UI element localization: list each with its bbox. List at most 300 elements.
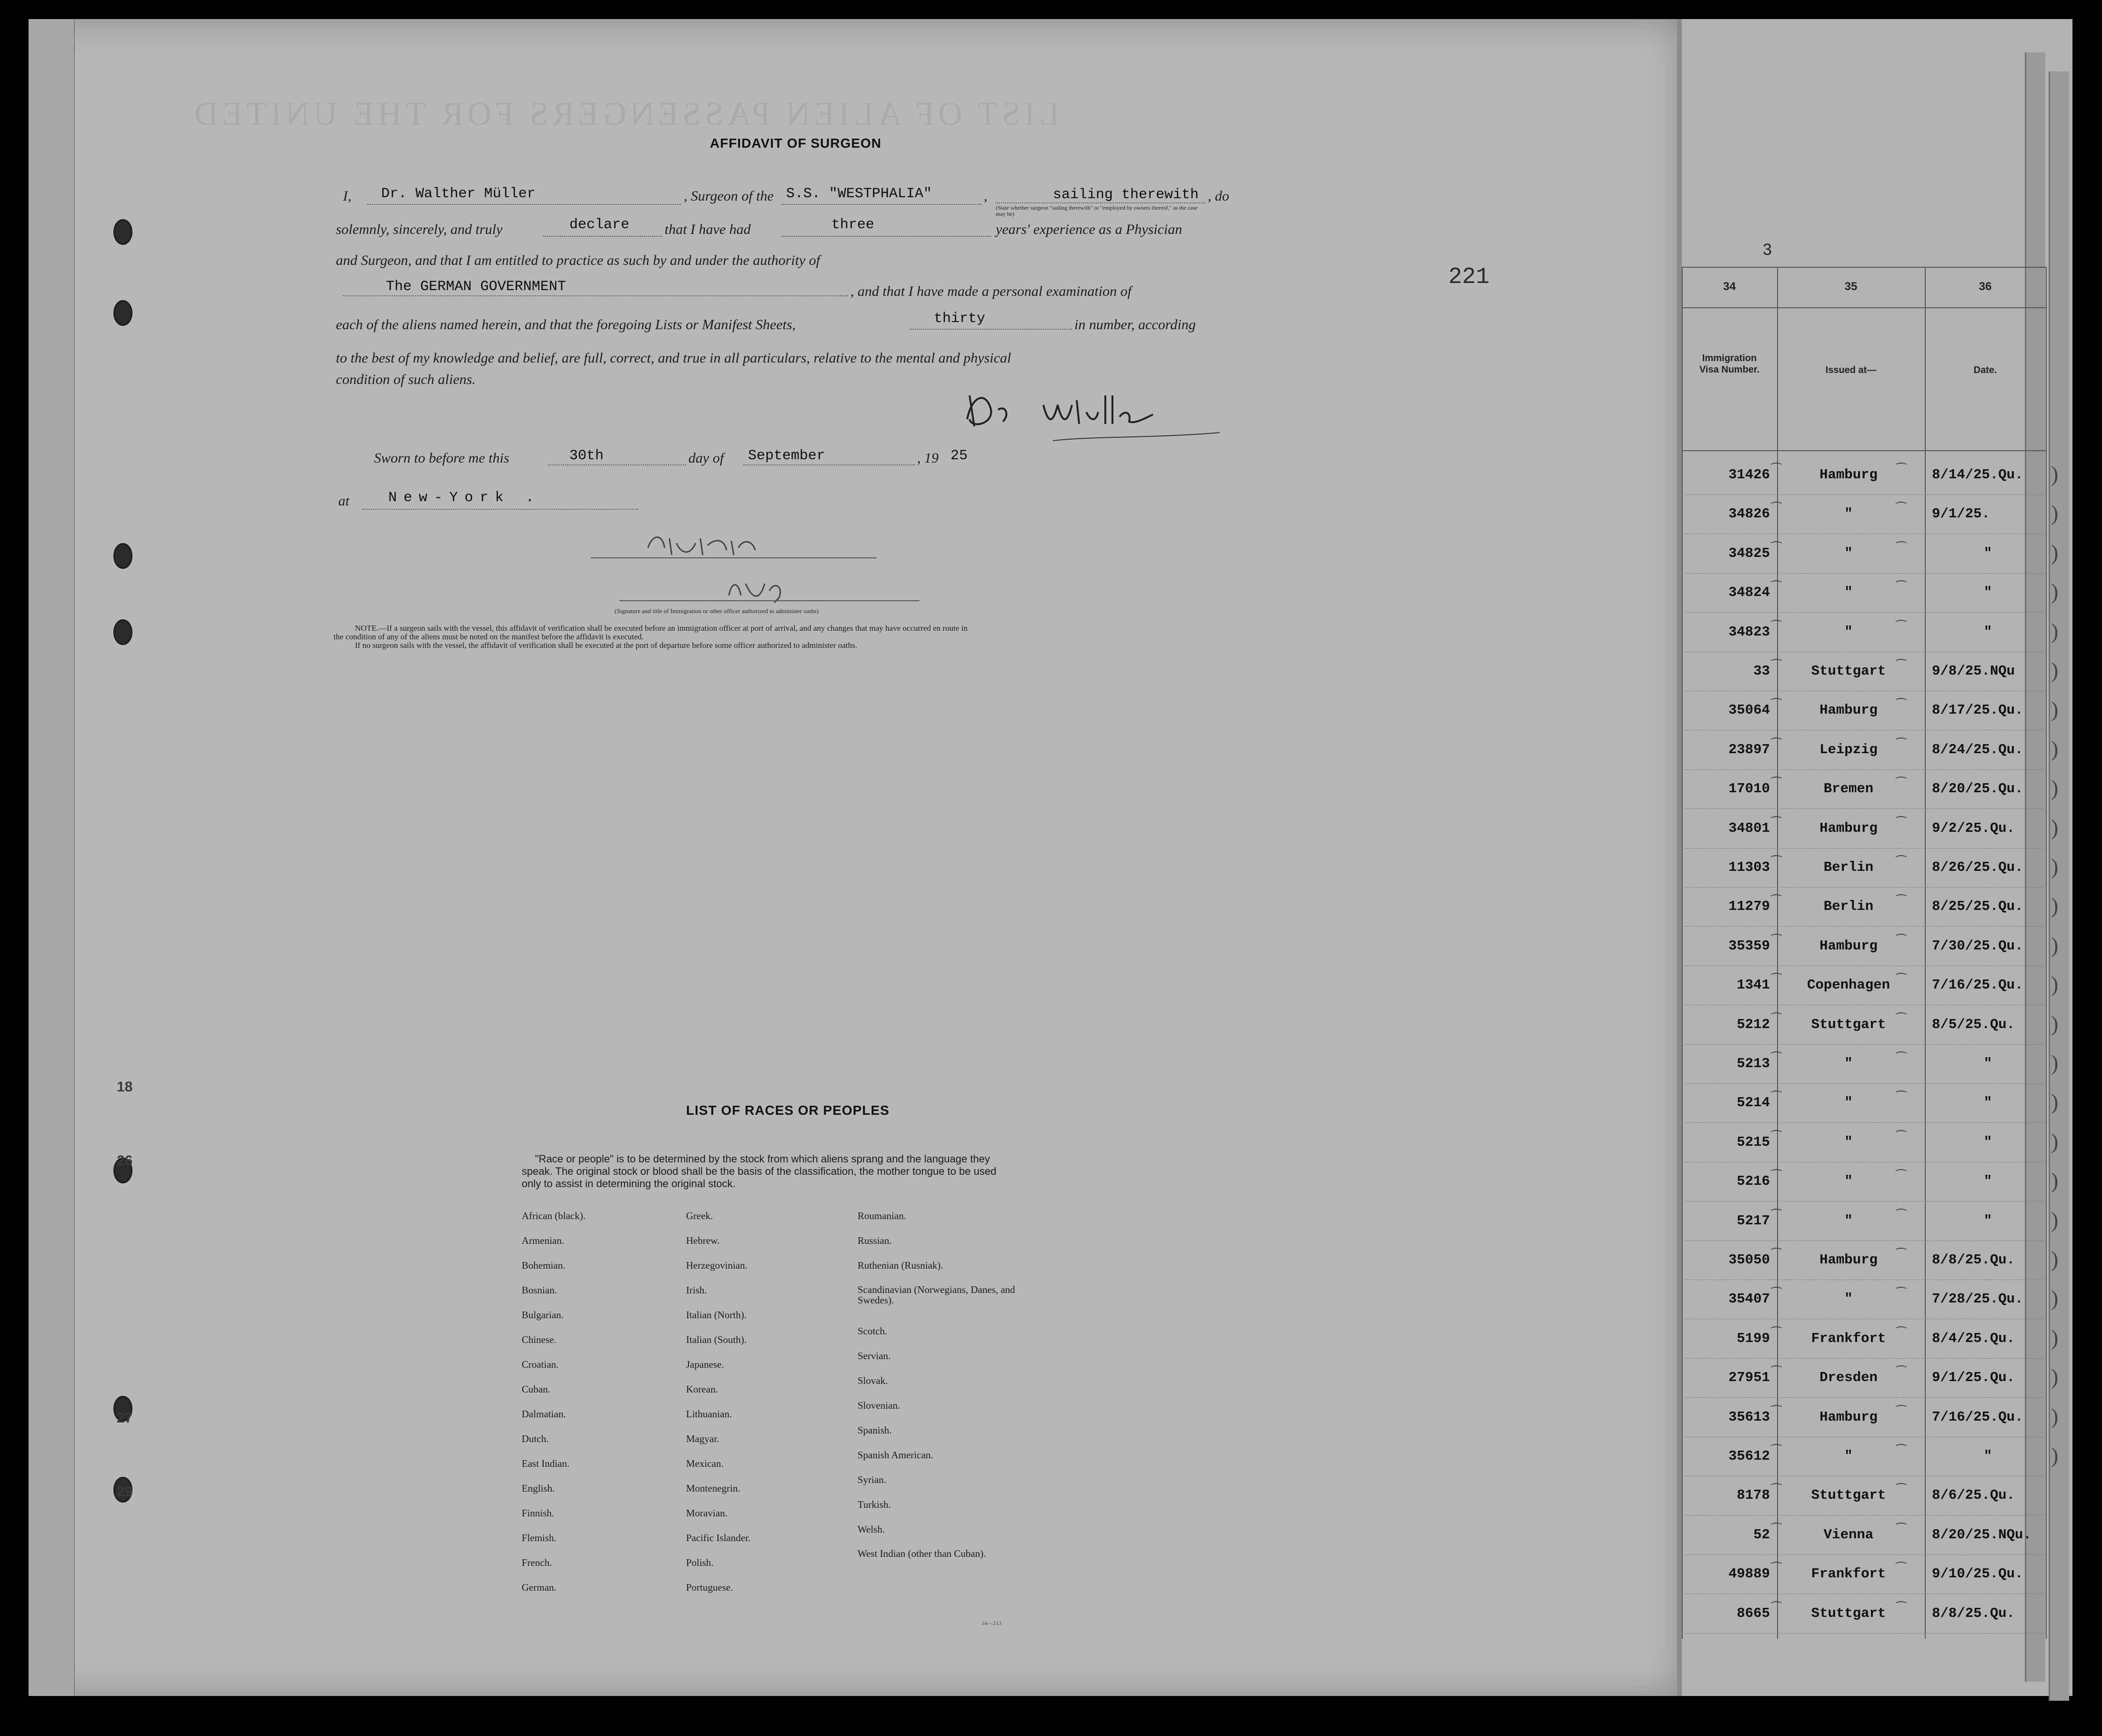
margin-bracket: ) — [2051, 1207, 2059, 1232]
race-item: African (black). — [522, 1210, 586, 1221]
row-divider — [1682, 1083, 2047, 1084]
check-mark: ⁀ — [1896, 816, 1906, 830]
table-number-rule — [1682, 307, 2047, 308]
visa-number-cell: 5212 — [1737, 1016, 1770, 1032]
sworn-month: September — [748, 448, 826, 464]
issued-at-cell: " — [1844, 506, 1853, 522]
race-item: Bosnian. — [522, 1284, 557, 1296]
issued-at-cell: " — [1844, 1291, 1853, 1307]
visa-number-cell: 5215 — [1737, 1134, 1770, 1150]
check-mark: ⁀ — [1896, 1366, 1906, 1380]
margin-bracket: ) — [2051, 1050, 2059, 1075]
bleed-through-text: LIST OF ALIEN PASSENGERS FOR THE UNITED — [191, 96, 1060, 132]
check-mark: ⁀ — [1896, 1091, 1906, 1105]
officer-title-line — [619, 600, 920, 601]
surgeon-status: sailing therewith — [1053, 187, 1199, 203]
margin-bracket: ) — [2051, 854, 2059, 878]
years-experience-line — [781, 236, 991, 237]
issued-at-cell: Bremen — [1823, 781, 1874, 797]
visa-number-cell: 35050 — [1728, 1252, 1770, 1268]
check-mark: ⁀ — [1771, 1562, 1781, 1576]
sworn-prefix: Sworn to before me this — [374, 450, 509, 466]
check-mark: ⁀ — [1771, 934, 1781, 948]
race-item: Slovenian. — [858, 1400, 900, 1411]
date-cell: 8/17/25.Qu. — [1932, 702, 2023, 718]
margin-number: 27 — [117, 1410, 133, 1426]
page-number: 221 — [1448, 264, 1490, 290]
race-item: Dutch. — [522, 1433, 549, 1444]
visa-number-cell: 17010 — [1728, 781, 1770, 797]
race-item: Chinese. — [522, 1334, 556, 1345]
visa-number-cell: 31426 — [1728, 467, 1770, 483]
check-mark: ⁀ — [1896, 620, 1906, 634]
visa-number-cell: 34824 — [1728, 585, 1770, 601]
margin-bracket: ) — [2051, 1364, 2059, 1389]
date-cell: " — [1983, 624, 1992, 640]
date-cell: " — [1983, 1173, 1992, 1190]
row-divider — [1682, 1044, 2047, 1045]
check-mark: ⁀ — [1771, 1444, 1781, 1458]
date-cell: 7/30/25.Qu. — [1932, 938, 2023, 954]
affidavit-line1-mid: , Surgeon of the — [684, 188, 774, 204]
check-mark: ⁀ — [1771, 1484, 1781, 1498]
race-item: Roumanian. — [858, 1210, 907, 1221]
visa-number-cell: 35613 — [1728, 1409, 1770, 1425]
issued-at-cell: Stuttgart — [1811, 663, 1886, 679]
row-divider — [1682, 926, 2047, 927]
issued-at-cell: Stuttgart — [1811, 1605, 1886, 1621]
issued-at-cell: Berlin — [1823, 859, 1874, 875]
check-mark: ⁀ — [1896, 1444, 1906, 1458]
race-item: Slovak. — [858, 1375, 888, 1386]
table-header-rule — [1682, 450, 2047, 451]
check-mark: ⁀ — [1771, 620, 1781, 634]
sworn-day-line — [548, 464, 686, 465]
races-column-3 — [858, 1210, 1020, 1573]
at-place: New-York . — [388, 490, 541, 506]
race-item: Scandinavian (Norwegians, Danes, and Swedes). — [858, 1284, 1015, 1306]
race-item: Spanish American. — [858, 1449, 933, 1461]
affidavit-line2-prefix: solemnly, sincerely, and truly — [336, 222, 503, 237]
issued-at-cell: " — [1844, 545, 1853, 561]
race-item: Montenegrin. — [686, 1483, 740, 1494]
surgeon-name: Dr. Walther Müller — [381, 186, 536, 202]
date-cell: 7/28/25.Qu. — [1932, 1291, 2023, 1307]
margin-bracket: ) — [2051, 1011, 2059, 1036]
binding-edge — [29, 19, 75, 1696]
check-mark: ⁀ — [1771, 1170, 1781, 1184]
visa-number-cell: 8665 — [1737, 1605, 1770, 1621]
check-mark: ⁀ — [1896, 502, 1906, 516]
issued-at-cell: Hamburg — [1819, 938, 1878, 954]
race-item: Korean. — [686, 1383, 718, 1395]
visa-number-cell: 5213 — [1737, 1056, 1770, 1071]
margin-bracket: ) — [2051, 972, 2059, 997]
margin-bracket: ) — [2051, 1090, 2059, 1114]
margin-bracket: ) — [2051, 1286, 2059, 1311]
check-mark: ⁀ — [1896, 1287, 1906, 1302]
check-mark: ⁀ — [1771, 1601, 1781, 1615]
sworn-month-line — [743, 464, 915, 465]
race-item: Bulgarian. — [522, 1309, 564, 1321]
punch-hole — [113, 619, 132, 645]
check-mark: ⁀ — [1896, 698, 1906, 713]
check-mark: ⁀ — [1896, 1562, 1906, 1576]
margin-bracket: ) — [2051, 893, 2059, 918]
check-mark: ⁀ — [1771, 856, 1781, 869]
row-divider — [1682, 808, 2047, 809]
race-item: Japanese. — [686, 1359, 724, 1370]
note-line: NOTE.—If a surgeon sails with the vessel, this affidavit of verification shall be executed before an immigration officer at port of arrival, and any changes that may have occurred en route in — [355, 624, 968, 633]
visa-number-cell: 35359 — [1728, 938, 1770, 954]
margin-bracket: ) — [2051, 1129, 2059, 1153]
race-item: English. — [522, 1483, 555, 1494]
margin-bracket: ) — [2051, 697, 2059, 722]
date-cell: 8/6/25.Qu. — [1932, 1487, 2015, 1504]
check-mark: ⁀ — [1896, 1405, 1906, 1419]
check-mark: ⁀ — [1896, 1170, 1906, 1184]
date-cell: 8/5/25.Qu. — [1932, 1016, 2015, 1032]
issued-at-cell: " — [1844, 1056, 1853, 1071]
check-mark: ⁀ — [1896, 1484, 1906, 1498]
race-item: Irish. — [686, 1284, 707, 1296]
note-line: the condition of any of the aliens must be noted on the manifest before the affidavit is executed. — [333, 632, 644, 641]
check-mark: ⁀ — [1896, 463, 1906, 477]
date-cell: 8/26/25.Qu. — [1932, 859, 2023, 875]
races-column-1 — [522, 1210, 586, 1606]
visa-number-cell: 34825 — [1728, 545, 1770, 561]
race-item: Scotch. — [858, 1325, 888, 1337]
margin-bracket: ) — [2051, 501, 2059, 525]
race-item: Flemish. — [522, 1532, 556, 1544]
check-mark: ⁀ — [1771, 1523, 1781, 1537]
check-mark: ⁀ — [1771, 659, 1781, 673]
race-item: West Indian (other than Cuban). — [858, 1548, 986, 1559]
visa-number-cell: 5216 — [1737, 1173, 1770, 1190]
check-mark: ⁀ — [1896, 856, 1906, 869]
issued-at-cell: Frankfort — [1811, 1330, 1886, 1346]
race-item: Pacific Islander. — [686, 1532, 751, 1544]
race-item: Syrian. — [858, 1474, 887, 1485]
check-mark: ⁀ — [1771, 541, 1781, 555]
check-mark: ⁀ — [1771, 777, 1781, 791]
margin-number: 29 — [117, 1484, 133, 1500]
check-mark: ⁀ — [1771, 1287, 1781, 1302]
check-mark: ⁀ — [1771, 463, 1781, 477]
date-cell: " — [1983, 585, 1992, 601]
date-cell: " — [1983, 545, 1992, 561]
issued-at-cell: " — [1844, 1173, 1853, 1190]
visa-number-cell: 11279 — [1728, 898, 1770, 915]
declaration-verb: declare — [569, 217, 630, 233]
visa-number-cell: 34823 — [1728, 624, 1770, 640]
margin-bracket: ) — [2051, 1168, 2059, 1193]
affidavit-note — [333, 624, 968, 650]
margin-bracket: ) — [2051, 932, 2059, 957]
race-item: Herzegovinian. — [686, 1260, 748, 1271]
manifest-page — [29, 19, 1682, 1696]
issued-at-cell: " — [1844, 624, 1853, 640]
date-cell: 8/25/25.Qu. — [1932, 898, 2023, 915]
surgeon-signature — [953, 376, 1239, 448]
date-cell: 9/8/25.NQu — [1932, 663, 2015, 679]
header-date: Date. — [1973, 365, 1997, 375]
visa-number-cell: 34826 — [1728, 506, 1770, 522]
visa-number-cell: 1341 — [1737, 977, 1770, 993]
visa-number-cell: 52 — [1753, 1526, 1770, 1543]
check-mark: ⁀ — [1771, 1091, 1781, 1105]
issued-at-cell: Berlin — [1823, 898, 1874, 915]
visa-number-cell: 5199 — [1737, 1330, 1770, 1346]
race-item: Croatian. — [522, 1359, 559, 1370]
visa-number-cell: 33 — [1753, 663, 1770, 679]
officer-signature-line — [591, 557, 877, 558]
col-number-34: 34 — [1723, 280, 1736, 293]
issued-at-cell: Copenhagen — [1807, 977, 1890, 993]
race-item: Portuguese. — [686, 1582, 733, 1593]
race-item: Dalmatian. — [522, 1408, 566, 1420]
punch-hole — [113, 300, 132, 326]
affidavit-line1-prefix: I, — [343, 188, 352, 204]
margin-bracket: ) — [2051, 1403, 2059, 1428]
check-mark: ⁀ — [1896, 934, 1906, 948]
affidavit-line5-prefix: each of the aliens named herein, and that the foregoing Lists or Manifest Sheets, — [336, 317, 796, 333]
issued-at-cell: Stuttgart — [1811, 1487, 1886, 1504]
race-item: Polish. — [686, 1557, 714, 1568]
years-experience: three — [831, 217, 875, 233]
issued-at-cell: " — [1844, 1448, 1853, 1464]
race-item: Moravian. — [686, 1507, 728, 1519]
check-mark: ⁀ — [1771, 1052, 1781, 1066]
race-item: Magyar. — [686, 1433, 719, 1444]
date-cell: 8/4/25.Qu. — [1932, 1330, 2015, 1346]
issued-at-cell: " — [1844, 1134, 1853, 1150]
check-mark: ⁀ — [1771, 1326, 1781, 1341]
vessel-name-line — [781, 204, 981, 205]
race-item: Hebrew. — [686, 1235, 720, 1246]
check-mark: ⁀ — [1771, 1130, 1781, 1144]
table-top-rule — [1682, 267, 2047, 268]
check-mark: ⁀ — [1771, 973, 1781, 988]
date-cell: 8/24/25.Qu. — [1932, 741, 2023, 757]
surgeon-status-line — [996, 202, 1205, 203]
margin-bracket: ) — [2051, 1443, 2059, 1467]
race-item: Ruthenian (Rusniak). — [858, 1260, 943, 1271]
visa-number-cell: 35407 — [1728, 1291, 1770, 1307]
table-col-rule — [1925, 267, 1926, 1639]
margin-bracket: ) — [2051, 658, 2059, 682]
issued-at-cell: Hamburg — [1819, 467, 1878, 483]
issued-at-cell: " — [1844, 1212, 1853, 1229]
date-cell: " — [1983, 1056, 1992, 1071]
date-cell: 8/14/25.Qu. — [1932, 467, 2023, 483]
row-divider — [1682, 1397, 2047, 1398]
affidavit-line2-mid: that I have had — [665, 222, 751, 237]
issued-at-cell: Hamburg — [1819, 1252, 1878, 1268]
affidavit-line7: condition of such aliens. — [336, 372, 476, 387]
date-cell: 9/1/25. — [1932, 506, 1990, 522]
race-item: Armenian. — [522, 1235, 565, 1246]
check-mark: ⁀ — [1896, 1209, 1906, 1223]
check-mark: ⁀ — [1896, 895, 1906, 909]
affidavit-title: AFFIDAVIT OF SURGEON — [710, 136, 882, 151]
races-intro: "Race or people" is to be determined by the stock from which aliens sprang and the language they speak. The original stock or blood shall be the basis of the classification, the mother tongue to be used only to assist in determining the original stock. — [522, 1153, 997, 1190]
check-mark: ⁀ — [1771, 895, 1781, 909]
margin-bracket: ) — [2051, 540, 2059, 565]
sworn-mid: day of — [688, 450, 724, 466]
check-mark: ⁀ — [1896, 1523, 1906, 1537]
race-item: Italian (South). — [686, 1334, 747, 1345]
check-mark: ⁀ — [1896, 659, 1906, 673]
affidavit-line1-sep: , — [984, 188, 988, 204]
at-place-line — [362, 509, 638, 510]
visa-table — [1682, 267, 2059, 1648]
visa-number-cell: 35064 — [1728, 702, 1770, 718]
check-mark: ⁀ — [1896, 1248, 1906, 1262]
row-divider — [1682, 1554, 2047, 1555]
col-number-36: 36 — [1979, 280, 1992, 293]
issued-at-cell: Frankfort — [1811, 1566, 1886, 1582]
margin-bracket: ) — [2051, 1325, 2059, 1350]
check-mark: ⁀ — [1771, 816, 1781, 830]
affidavit-line1-suffix: , do — [1208, 188, 1229, 204]
date-cell: 9/10/25.Qu. — [1932, 1566, 2023, 1582]
visa-number-cell: 5217 — [1737, 1212, 1770, 1229]
visa-number-cell: 27951 — [1728, 1370, 1770, 1386]
issued-at-cell: Vienna — [1823, 1526, 1874, 1543]
header-visa-number: Immigration Visa Number. — [1699, 353, 1760, 375]
race-item: French. — [522, 1557, 552, 1568]
note-line: If no surgeon sails with the vessel, the affidavit of verification shall be executed at the port of departure before some officer authorized to administer oaths. — [355, 641, 858, 650]
check-mark: ⁀ — [1896, 1130, 1906, 1144]
authority-line — [343, 295, 848, 296]
affidavit-line3: and Surgeon, and that I am entitled to practice as such by and under the authority of — [336, 252, 820, 268]
check-mark: ⁀ — [1771, 1209, 1781, 1223]
check-mark: ⁀ — [1896, 1326, 1906, 1341]
vessel-name: S.S. "WESTPHALIA" — [786, 186, 932, 202]
visa-number-cell: 11303 — [1728, 859, 1770, 875]
margin-number: 26 — [117, 1153, 133, 1169]
visa-number-cell: 8178 — [1737, 1487, 1770, 1504]
margin-bracket: ) — [2051, 815, 2059, 839]
visa-number-cell: 49889 — [1728, 1566, 1770, 1582]
form-number: 14—213 — [981, 1620, 1001, 1626]
check-mark: ⁀ — [1896, 1052, 1906, 1066]
race-item: East Indian. — [522, 1458, 570, 1469]
issued-at-cell: Dresden — [1819, 1370, 1878, 1386]
sworn-year: 25 — [950, 448, 968, 464]
date-cell: 7/16/25.Qu. — [1932, 977, 2023, 993]
check-mark: ⁀ — [1896, 973, 1906, 988]
check-mark: ⁀ — [1896, 777, 1906, 791]
margin-number: 18 — [117, 1079, 133, 1095]
check-mark: ⁀ — [1896, 1601, 1906, 1615]
row-divider — [1682, 612, 2047, 613]
check-mark: ⁀ — [1771, 581, 1781, 595]
race-item: Welsh. — [858, 1524, 885, 1535]
sheet-column-count: 3 — [1763, 241, 1772, 259]
check-mark: ⁀ — [1771, 1012, 1781, 1027]
race-item: Italian (North). — [686, 1309, 747, 1321]
race-item: Mexican. — [686, 1458, 724, 1469]
visa-number-cell: 23897 — [1728, 741, 1770, 757]
surgeon-status-note: (State whether surgeon "sailing therewith" or "employed by owners thereof," as the case may be) — [996, 204, 1198, 217]
margin-bracket: ) — [2051, 736, 2059, 761]
race-item: Bohemian. — [522, 1260, 566, 1271]
race-item: Turkish. — [858, 1499, 891, 1510]
date-cell: " — [1983, 1212, 1992, 1229]
check-mark: ⁀ — [1771, 502, 1781, 516]
check-mark: ⁀ — [1771, 1366, 1781, 1380]
margin-bracket: ) — [2051, 579, 2059, 604]
date-cell: 8/20/25.Qu. — [1932, 781, 2023, 797]
date-cell: 9/1/25.Qu. — [1932, 1370, 2015, 1386]
margin-bracket: ) — [2051, 1247, 2059, 1271]
date-cell: 7/16/25.Qu. — [1932, 1409, 2023, 1425]
visa-number-cell: 35612 — [1728, 1448, 1770, 1464]
date-cell: 9/2/25.Qu. — [1932, 820, 2015, 836]
row-divider — [1682, 1122, 2047, 1123]
issued-at-cell: Stuttgart — [1811, 1016, 1886, 1032]
race-item: German. — [522, 1582, 556, 1593]
check-mark: ⁀ — [1771, 1405, 1781, 1419]
issued-at-cell: " — [1844, 1095, 1853, 1111]
affidavit-line6: to the best of my knowledge and belief, are full, correct, and true in all particulars, relative to the mental and physical — [336, 350, 1011, 366]
surgeon-name-line — [367, 204, 681, 205]
visa-number-cell: 34801 — [1728, 820, 1770, 836]
check-mark: ⁀ — [1896, 541, 1906, 555]
row-divider — [1682, 1633, 2047, 1634]
row-divider — [1682, 769, 2047, 770]
at-prefix: at — [338, 493, 350, 509]
check-mark: ⁀ — [1896, 581, 1906, 595]
race-item: Lithuanian. — [686, 1408, 732, 1420]
affidavit-line2-suffix: years' experience as a Physician — [996, 222, 1182, 237]
authority-name: The GERMAN GOVERNMENT — [386, 279, 566, 295]
check-mark: ⁀ — [1896, 1012, 1906, 1027]
margin-bracket: ) — [2051, 462, 2059, 486]
row-divider — [1682, 1358, 2047, 1359]
race-item: Russian. — [858, 1235, 892, 1246]
check-mark: ⁀ — [1771, 698, 1781, 713]
date-cell: 8/20/25.NQu. — [1932, 1526, 2031, 1543]
date-cell: 8/8/25.Qu. — [1932, 1252, 2015, 1268]
race-item: Greek. — [686, 1210, 713, 1221]
date-cell: 8/8/25.Qu. — [1932, 1605, 2015, 1621]
race-item: Finnish. — [522, 1507, 555, 1519]
row-divider — [1682, 887, 2047, 888]
punch-hole — [113, 543, 132, 569]
check-mark: ⁀ — [1896, 737, 1906, 752]
races-column-2 — [686, 1210, 750, 1606]
date-cell: " — [1983, 1448, 1992, 1464]
check-mark: ⁀ — [1771, 1248, 1781, 1262]
race-item: Cuban. — [522, 1383, 551, 1395]
sheet-count-line — [910, 329, 1072, 330]
sworn-year-prefix: , 19 — [917, 450, 939, 466]
race-item: Spanish. — [858, 1424, 892, 1436]
margin-bracket: ) — [2051, 776, 2059, 800]
issued-at-cell: " — [1844, 585, 1853, 601]
check-mark: ⁀ — [1771, 737, 1781, 752]
date-cell: " — [1983, 1134, 1992, 1150]
sheet-count: thirty — [934, 311, 986, 327]
margin-bracket: ) — [2051, 618, 2059, 643]
header-issued-at: Issued at— — [1825, 365, 1877, 375]
issued-at-cell: Hamburg — [1819, 820, 1878, 836]
issued-at-cell: Hamburg — [1819, 1409, 1878, 1425]
issued-at-cell: Leipzig — [1819, 741, 1878, 757]
